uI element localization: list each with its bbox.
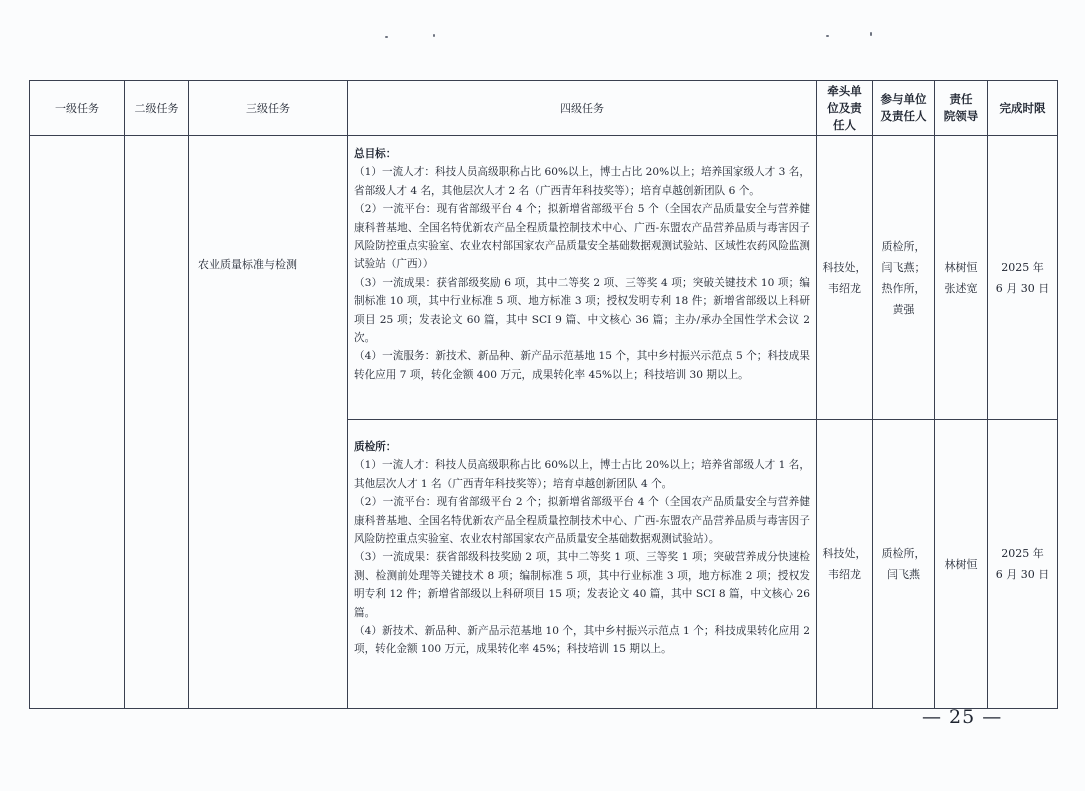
level4-item: （4）新技术、新品种、新产品示范基地 10 个，其中乡村振兴示范点 1 个；科技成果转化应用 2 项，转化金额 100 万元，成果转化率 45%；科技培训 15 期以上。 — [354, 625, 810, 656]
leader-cell: 林树恒 — [935, 420, 988, 709]
header-row — [30, 81, 1058, 136]
lead-unit-cell: 科技处， 韦绍龙 — [817, 136, 873, 420]
header-level2: 二级任务 — [125, 81, 189, 136]
header-level4: 四级任务 — [348, 81, 817, 136]
lead-unit-cell: 科技处， 韦绍龙 — [817, 420, 873, 709]
participant-cell: 质检所， 闫飞燕； 热作所， 黄强 — [873, 136, 935, 420]
table-row — [30, 136, 1058, 420]
scan-mark — [826, 35, 829, 37]
leader-cell: 林树恒 张述宽 — [935, 136, 988, 420]
level4-item: （3）一流成果：获省部级科技奖励 2 项，其中二等奖 1 项、三等奖 1 项；突破营养成分快速检测、检测前处理等关键技术 8 项；编制标准 5 项，其中行业标准 3 项，地方标准 2 项；授权发明专利 12 件；新增省部级以上科研项目 15 项；发表论文 40 篇，其中 SCI 8 篇，中文核心 26 篇。 — [354, 551, 810, 619]
level4-item: （1）一流人才：科技人员高级职称占比 60%以上，博士占比 20%以上；培养省部级人才 1 名，其他层次人才 1 名（广西青年科技奖等）；培育卓越创新团队 4 个。 — [354, 459, 810, 490]
level4-title: 总目标： — [354, 148, 397, 160]
task-table — [29, 80, 1058, 709]
header-participant: 参与单位 及责任人 — [873, 81, 935, 136]
level3-cell: 农业质量标准与检测 — [189, 136, 348, 709]
level4-item: （2）一流平台：现有省部级平台 4 个；拟新增省部级平台 5 个（全国农产品质量安全与营养健康科普基地、全国名特优新农产品全程质量控制技术中心、广西-东盟农产品营养品质与毒害因子风险防控重点实验室、农业农村部国家农产品质量安全基础数据观测试验站、区域性农药风险监测试验站（广西）） — [354, 203, 810, 271]
participant-cell: 质检所， 闫飞燕 — [873, 420, 935, 709]
deadline-cell: 2025 年 6 月 30 日 — [988, 420, 1058, 709]
header-lead-unit: 牵头单 位及责 任人 — [817, 81, 873, 136]
level2-cell — [125, 136, 189, 709]
level4-title: 质检所： — [354, 441, 397, 453]
level4-item: （2）一流平台：现有省部级平台 2 个；拟新增省部级平台 4 个（全国农产品质量安全与营养健康科普基地、全国名特优新农产品全程质量控制技术中心、广西-东盟农产品营养品质与毒害因子风险防控重点实验室、农业农村部国家农产品质量安全基础数据观测试验站）。 — [354, 496, 810, 546]
header-level1: 一级任务 — [30, 81, 125, 136]
deadline-cell: 2025 年 6 月 30 日 — [988, 136, 1058, 420]
header-deadline: 完成时限 — [988, 81, 1058, 136]
header-level3: 三级任务 — [189, 81, 348, 136]
level4-item: （1）一流人才：科技人员高级职称占比 60%以上，博士占比 20%以上；培养国家级人才 3 名，省部级人才 4 名，其他层次人才 2 名（广西青年科技奖等）；培育卓越创新团队 6 个。 — [354, 166, 810, 197]
level1-cell — [30, 136, 125, 709]
level4-item: （3）一流成果：获省部级奖励 6 项，其中二等奖 2 项、三等奖 4 项；突破关键技术 10 项；编制标准 10 项，其中行业标准 5 项、地方标准 3 项；授权发明专利 18 件；新增省部级以上科研项目 25 项；发表论文 60 篇，其中 SCI 9 篇、中文核心 36 篇；主办/承办全国性学术会议 2 次。 — [354, 276, 810, 345]
scan-mark — [870, 32, 872, 36]
page-number: — 25 — — [922, 706, 1003, 728]
scan-mark — [433, 34, 435, 37]
header-leader: 责任 院领导 — [935, 81, 988, 136]
scan-mark — [385, 36, 388, 38]
level4-cell — [348, 420, 817, 709]
level4-cell — [348, 136, 817, 420]
level4-item: （4）一流服务：新技术、新品种、新产品示范基地 15 个，其中乡村振兴示范点 5 个；科技成果转化应用 7 项，转化金额 400 万元，成果转化率 45%以上；科技培训 30 期以上。 — [354, 350, 810, 381]
